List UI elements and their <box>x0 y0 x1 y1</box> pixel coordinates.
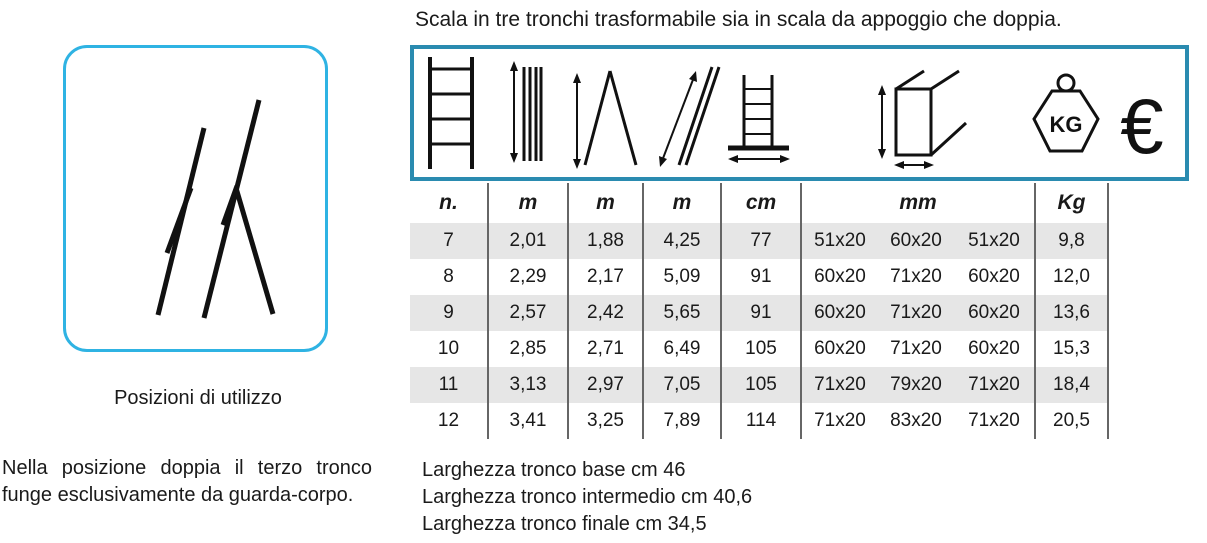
cell-number: 12 <box>410 403 488 439</box>
cell-height-closed: 3,13 <box>488 367 568 403</box>
cell-height-extended: 5,09 <box>643 259 721 295</box>
usage-positions-box <box>63 45 328 352</box>
cell-profile-intermediate: 71x20 <box>890 266 942 287</box>
weight-label: KG <box>1049 112 1083 137</box>
cell-weight: 12,0 <box>1035 259 1108 295</box>
double-ladder-height-icon <box>573 71 636 169</box>
usage-positions-icon <box>66 48 325 349</box>
column-header-weight: Kg <box>1035 183 1108 223</box>
cell-height-double: 3,25 <box>568 403 643 439</box>
cell-profile-final: 71x20 <box>954 403 1035 439</box>
cell-profile-base: 60x20 <box>814 266 866 287</box>
table-row <box>410 259 1108 295</box>
cell-weight: 9,8 <box>1035 223 1108 259</box>
cell-weight: 13,6 <box>1035 295 1108 331</box>
table-row <box>410 403 1108 439</box>
cell-profile-final: 60x20 <box>954 259 1035 295</box>
cell-height-extended: 7,89 <box>643 403 721 439</box>
cell-height-closed: 3,41 <box>488 403 568 439</box>
table-row <box>410 367 1108 403</box>
cell-profile-final: 71x20 <box>954 367 1035 403</box>
cell-height-closed: 2,85 <box>488 331 568 367</box>
column-header-height-double: m <box>568 183 643 223</box>
cell-weight: 20,5 <box>1035 403 1108 439</box>
column-header-number: n. <box>410 183 488 223</box>
cell-number: 7 <box>410 223 488 259</box>
usage-note: Nella posizione doppia il terzo tronco funge esclusivamente da guarda-corpo. <box>2 457 372 506</box>
usage-caption: Posizioni di utilizzo <box>114 387 282 409</box>
cell-base-width: 91 <box>721 295 801 331</box>
cell-height-double: 2,17 <box>568 259 643 295</box>
cell-profile-final: 51x20 <box>954 223 1035 259</box>
cell-profile-intermediate: 71x20 <box>890 338 942 359</box>
cell-base-width: 105 <box>721 331 801 367</box>
column-header-base-width: cm <box>721 183 801 223</box>
extended-height-icon <box>659 67 719 167</box>
cell-profile-intermediate: 71x20 <box>878 295 954 331</box>
cell-height-extended: 6,49 <box>643 331 721 367</box>
cell-number: 8 <box>410 259 488 295</box>
cell-number: 9 <box>410 295 488 331</box>
spec-table <box>410 183 1109 439</box>
table-header-row <box>410 183 1108 223</box>
cell-height-extended: 7,05 <box>643 367 721 403</box>
cell-profile-final: 60x20 <box>954 295 1035 331</box>
closed-height-icon <box>510 61 541 163</box>
cell-height-closed: 2,57 <box>488 295 568 331</box>
cell-number: 11 <box>410 367 488 403</box>
segment-widths <box>422 457 752 538</box>
price-icon: € <box>1120 82 1164 170</box>
table-row <box>410 331 1108 367</box>
column-header-height-closed: m <box>488 183 568 223</box>
cell-profile-base: 71x20 <box>814 410 866 431</box>
cell-height-extended: 5,65 <box>643 295 721 331</box>
cell-profile-intermediate: 79x20 <box>878 367 954 403</box>
cell-height-double: 2,42 <box>568 295 643 331</box>
cell-height-double: 1,88 <box>568 223 643 259</box>
cell-height-closed: 2,01 <box>488 223 568 259</box>
table-row <box>410 295 1108 331</box>
cell-profile-base: 60x20 <box>801 295 878 331</box>
column-header-height-extended: m <box>643 183 721 223</box>
cell-base-width: 91 <box>721 259 801 295</box>
ladder-icon <box>430 57 472 169</box>
width-final: Larghezza tronco finale cm 34,5 <box>422 513 707 535</box>
cell-height-double: 2,71 <box>568 331 643 367</box>
cell-number: 10 <box>410 331 488 367</box>
cell-profile-base: 51x20 <box>801 223 878 259</box>
cell-height-double: 2,97 <box>568 367 643 403</box>
width-intermediate: Larghezza tronco intermedio cm 40,6 <box>422 486 753 508</box>
cell-base-width: 77 <box>721 223 801 259</box>
profile-section-icon <box>878 71 966 169</box>
cell-base-width: 114 <box>721 403 801 439</box>
cell-weight: 15,3 <box>1035 331 1108 367</box>
icon-strip <box>410 45 1189 181</box>
column-header-profile: mm <box>801 183 1035 223</box>
cell-height-closed: 2,29 <box>488 259 568 295</box>
cell-weight: 18,4 <box>1035 367 1108 403</box>
cell-profile-base: 71x20 <box>801 367 878 403</box>
cell-height-extended: 4,25 <box>643 223 721 259</box>
cell-profile-final: 60x20 <box>954 331 1035 367</box>
cell-profile-intermediate: 83x20 <box>890 410 942 431</box>
cell-profile-intermediate: 60x20 <box>878 223 954 259</box>
page-title: Scala in tre tronchi trasformabile sia in scala da appoggio che doppia. <box>415 8 1062 31</box>
table-row <box>410 223 1108 259</box>
cell-base-width: 105 <box>721 367 801 403</box>
base-width-icon <box>728 75 790 163</box>
cell-profile-base: 60x20 <box>814 338 866 359</box>
width-base: Larghezza tronco base cm 46 <box>422 459 686 481</box>
